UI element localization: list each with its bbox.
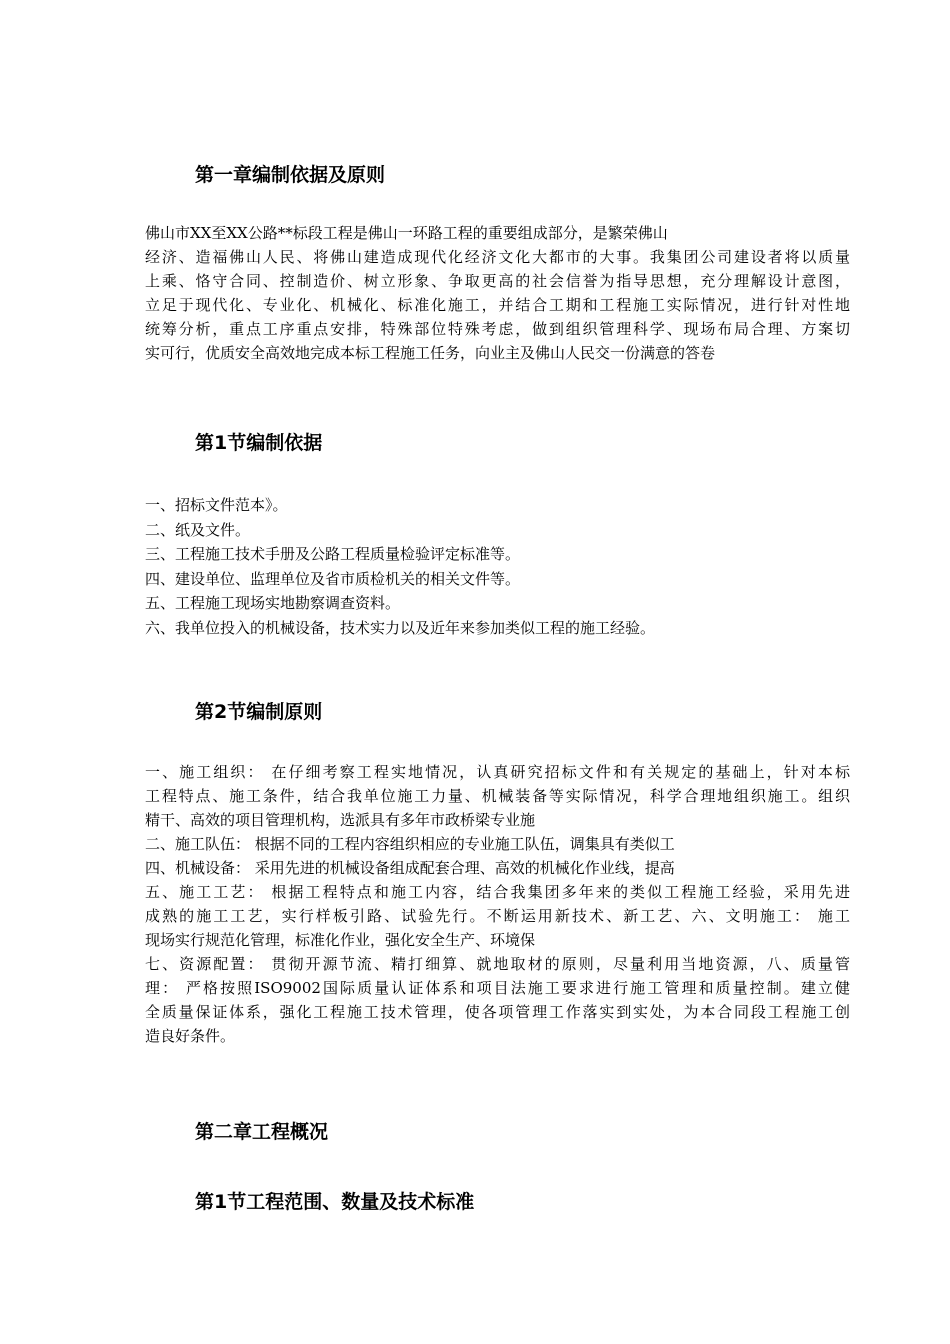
list-item: 一、招标文件范本》。 <box>145 496 288 514</box>
section-2-title: 第2节编制原则 <box>195 701 323 723</box>
principle-line: 五、施工工艺： 根据工程特点和施工内容，结合我集团多年来的类似工程施工经验，采用先进 <box>145 883 850 901</box>
principles-text <box>145 760 850 1048</box>
chapter-1-title: 第一章编制依据及原则 <box>195 164 386 186</box>
section-1-title: 第1节编制依据 <box>195 432 323 454</box>
list-item: 六、我单位投入的机械设备，技术实力以及近年来参加类似工程的施工经验。 <box>145 618 656 637</box>
intro-line: 经济、造福佛山人民、将佛山建造成现代化经济文化大都市的大事。我集团公司建设者将以质量 <box>145 248 850 266</box>
principle-line: 工程特点、施工条件，结合我单位施工力量、机械装备等实际情况，科学合理地组织施工。组织 <box>145 787 850 805</box>
principle-line: 四、机械设备： 采用先进的机械设备组成配套合理、高效的机械化作业线，提高 <box>145 859 675 877</box>
principle-line: 二、施工队伍： 根据不同的工程内容组织相应的专业施工队伍，调集具有类似工 <box>145 835 675 853</box>
chapter-1-intro <box>145 221 850 365</box>
list-item: 二、纸及文件。 <box>145 520 251 539</box>
principle-line: 全质量保证体系，强化工程施工技术管理，使各项管理工作落实到实处，为本合同段工程施工创 <box>145 1003 850 1021</box>
principle-line: 成熟的施工工艺，实行样板引路、试验先行。不断运用新技术、新工艺、六、文明施工： 施工 <box>145 907 850 925</box>
section-scope-title: 第1节工程范围、数量及技术标准 <box>195 1191 475 1213</box>
list-item: 五、工程施工现场实地勘察调查资料。 <box>145 594 401 612</box>
list-item: 三、工程施工技术手册及公路工程质量检验评定标准等。 <box>145 545 521 563</box>
intro-line: 统筹分析，重点工序重点安排，特殊部位特殊考虑，做到组织管理科学、现场布局合理、方案切 <box>145 320 850 338</box>
principle-line: 精干、高效的项目管理机构，选派具有多年市政桥梁专业施 <box>145 811 536 829</box>
basis-list <box>145 493 850 640</box>
intro-line: 立足于现代化、专业化、机械化、标准化施工，并结合工期和工程施工实际情况，进行针对性地 <box>145 296 850 314</box>
principle-line: 七、资源配置： 贯彻开源节流、精打细算、就地取材的原则，尽量利用当地资源，八、质量管 <box>145 955 850 973</box>
chapter-2-title: 第二章工程概况 <box>195 1121 329 1143</box>
principle-line: 造良好条件。 <box>145 1027 236 1045</box>
intro-line: 佛山市XX至XX公路**标段工程是佛山一环路工程的重要组成部分，是繁荣佛山 <box>145 224 668 242</box>
intro-line: 实可行，优质安全高效地完成本标工程施工任务，向业主及佛山人民交一份满意的答卷 <box>145 344 716 362</box>
principle-line: 一、施工组织： 在仔细考察工程实地情况，认真研究招标文件和有关规定的基础上，针对本标 <box>145 763 850 781</box>
principle-line: 理： 严格按照ISO9002国际质量认证体系和项目法施工要求进行施工管理和质量控制。建立健 <box>145 979 850 997</box>
principle-line: 现场实行规范化管理，标准化作业，强化安全生产、环境保 <box>145 931 536 949</box>
intro-line: 上乘、恪守合同、控制造价、树立形象、争取更高的社会信誉为指导思想，充分理解设计意图， <box>145 272 850 290</box>
list-item: 四、建设单位、监理单位及省市质检机关的相关文件等。 <box>145 569 521 588</box>
